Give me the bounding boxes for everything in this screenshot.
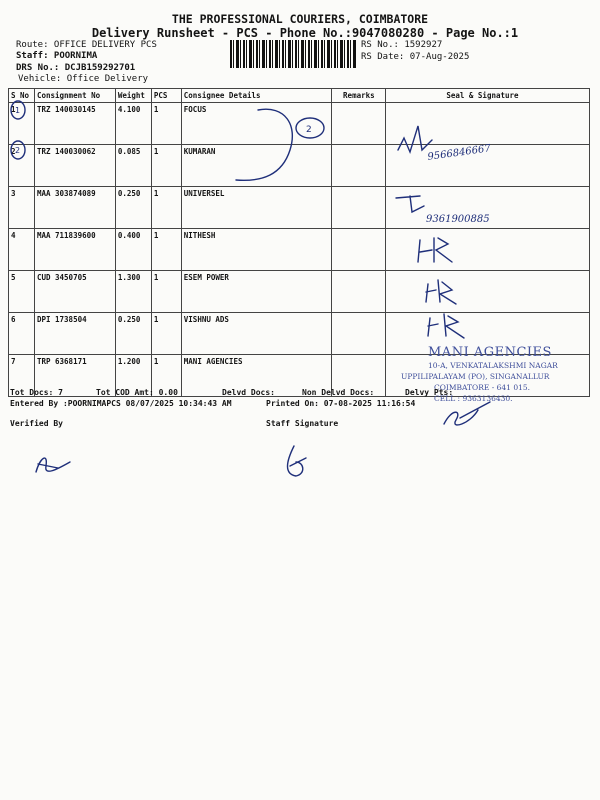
runsheet-subtitle: Delivery Runsheet - PCS - Phone No.:9047080280 - Page No.:1 bbox=[91, 26, 519, 40]
col-seal: Seal & Signature bbox=[386, 89, 590, 103]
cell-pcs: 1 bbox=[151, 271, 181, 313]
cell-pcs: 1 bbox=[151, 229, 181, 271]
signature-row7 bbox=[444, 402, 490, 425]
cell-consignee: ESEM POWER bbox=[181, 271, 332, 313]
cell-weight: 4.100 bbox=[115, 103, 151, 145]
tick-digit-row2: 2 bbox=[15, 146, 21, 155]
cell-weight: 0.250 bbox=[115, 187, 151, 229]
cell-sno: 1 bbox=[9, 103, 35, 145]
cell-consignment: TRZ 140030145 bbox=[34, 103, 115, 145]
col-pcs: PCS bbox=[151, 89, 181, 103]
col-weight: Weight bbox=[115, 89, 151, 103]
rs-date: RS Date: 07-Aug-2025 bbox=[361, 52, 470, 62]
cell-weight: 0.085 bbox=[115, 145, 151, 187]
cell-weight: 1.200 bbox=[115, 355, 151, 397]
verified-signature bbox=[36, 458, 70, 472]
circle-mark-digit: 2 bbox=[306, 125, 312, 135]
total-docs: Tot Docs: 7 bbox=[10, 388, 63, 397]
cell-sno: 6 bbox=[9, 313, 35, 355]
entered-by: Entered By :POORNIMAPCS 08/07/2025 10:34:43 AM bbox=[10, 399, 232, 408]
delivery-points: Delvy Pts: bbox=[405, 388, 454, 397]
bracket-stroke bbox=[236, 109, 292, 180]
cell-consignment: DPI 1738504 bbox=[34, 313, 115, 355]
handwritten-phone-row3: 9361900885 bbox=[426, 214, 490, 225]
col-sno: S No bbox=[9, 89, 35, 103]
delivered-docs: Delvd Docs: bbox=[222, 388, 275, 397]
signature-row6 bbox=[428, 314, 464, 338]
cell-consignee: KUMARAN bbox=[181, 145, 332, 187]
cell-consignment: MAA 303874089 bbox=[34, 187, 115, 229]
cell-pcs: 1 bbox=[151, 103, 181, 145]
cell-consignment: TRP 6368171 bbox=[34, 355, 115, 397]
non-delivered-docs: Non Delvd Docs: bbox=[302, 388, 375, 397]
cell-consignee: MANI AGENCIES bbox=[181, 355, 332, 397]
cell-pcs: 1 bbox=[151, 145, 181, 187]
cell-sno: 5 bbox=[9, 271, 35, 313]
drs-number: DRS No.: DCJB159292701 bbox=[16, 63, 136, 73]
cell-consignment: MAA 711839600 bbox=[34, 229, 115, 271]
cell-consignee: UNIVERSEL bbox=[181, 187, 332, 229]
signature-row2 bbox=[398, 126, 432, 152]
signature-row4 bbox=[418, 238, 452, 262]
signature-row5 bbox=[426, 280, 456, 304]
staff-signature-label: Staff Signature bbox=[266, 419, 339, 428]
stamp-line3: COIMBATORE - 641 015. bbox=[434, 383, 531, 392]
signature-row3 bbox=[396, 196, 424, 212]
cell-consignment: TRZ 140030062 bbox=[34, 145, 115, 187]
cell-pcs: 1 bbox=[151, 313, 181, 355]
cell-weight: 0.400 bbox=[115, 229, 151, 271]
total-cod: Tot COD Amt: 0.00 bbox=[96, 388, 178, 397]
staff-label: Staff: POORNIMA bbox=[16, 51, 98, 61]
cell-sno: 2 bbox=[9, 145, 35, 187]
printed-on: Printed On: 07-08-2025 11:16:54 bbox=[266, 399, 416, 408]
verified-by-label: Verified By bbox=[10, 419, 63, 428]
stamp-line2: UPPILIPALAYAM (PO), SINGANALLUR bbox=[401, 372, 550, 381]
staff-signature bbox=[288, 446, 307, 476]
route-label: Route: OFFICE DELIVERY PCS bbox=[16, 40, 157, 50]
cell-consignment: CUD 3450705 bbox=[34, 271, 115, 313]
col-consignee: Consignee Details bbox=[181, 89, 332, 103]
cell-sno: 7 bbox=[9, 355, 35, 397]
col-consignment: Consignment No bbox=[34, 89, 115, 103]
rs-number: RS No.: 1592927 bbox=[361, 40, 443, 50]
stamp-line1: 10-A, VENKATALAKSHMI NAGAR bbox=[428, 361, 558, 370]
handwritten-phone-row2: 9566846667 bbox=[426, 143, 492, 163]
cell-pcs: 1 bbox=[151, 355, 181, 397]
stamp-line4: CELL : 9363136430. bbox=[434, 394, 513, 403]
col-remarks: Remarks bbox=[332, 89, 386, 103]
cell-weight: 1.300 bbox=[115, 271, 151, 313]
cell-sno: 4 bbox=[9, 229, 35, 271]
cell-pcs: 1 bbox=[151, 187, 181, 229]
tick-digit-row1: 1 bbox=[15, 106, 21, 115]
vehicle-label: Vehicle: Office Delivery bbox=[18, 74, 149, 84]
cell-weight: 0.250 bbox=[115, 313, 151, 355]
cell-consignee: VISHNU ADS bbox=[181, 313, 332, 355]
stamp-name: MANI AGENCIES bbox=[428, 345, 552, 360]
company-title: THE PROFESSIONAL COURIERS, COIMBATORE bbox=[171, 12, 429, 26]
cell-sno: 3 bbox=[9, 187, 35, 229]
cell-consignee: NITHESH bbox=[181, 229, 332, 271]
cell-consignee: FOCUS bbox=[181, 103, 332, 145]
